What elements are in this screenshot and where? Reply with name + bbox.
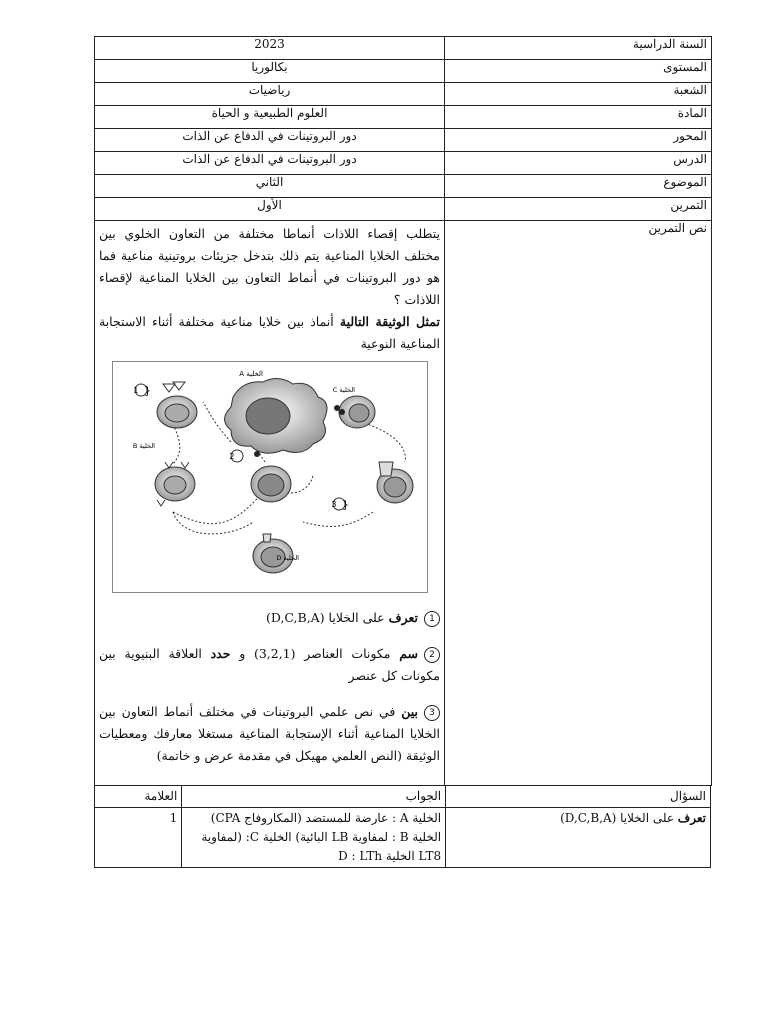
question-verb: بين bbox=[401, 704, 418, 719]
question-item bbox=[99, 643, 440, 687]
receptor-icon bbox=[263, 534, 271, 542]
axis-label: المحور bbox=[445, 129, 712, 152]
question-text: مكونات العناصر (3,2,1) و bbox=[230, 646, 400, 661]
question-item bbox=[99, 701, 440, 767]
col-mark-header: العلامة bbox=[95, 786, 182, 808]
antigen-dot bbox=[254, 451, 260, 457]
cell-b-top-nucleus bbox=[165, 404, 189, 422]
question-number: 1 bbox=[424, 611, 440, 627]
row-branch bbox=[95, 83, 712, 106]
antigen-dot bbox=[339, 409, 345, 415]
topic-value: الثاني bbox=[95, 175, 445, 198]
question-number: 3 bbox=[424, 705, 440, 721]
row-lesson bbox=[95, 152, 712, 175]
antigen-dot bbox=[334, 405, 340, 411]
row-exercise-text bbox=[95, 221, 712, 786]
exercise-intro: يتطلب إقصاء اللاذات أنماطا مختلفة من التعاون الخلوي بين مختلف الخلايا المناعية يتم ذلك بتدخل جزيئات بروتينية مناعية فما هو دور البروتينات في أنماط التعاون بين الخلايا المناعية لإقصاء اللاذات ؟ bbox=[99, 226, 440, 307]
receptor-icon bbox=[163, 382, 185, 392]
branch-value: رياضيات bbox=[95, 83, 445, 106]
question-number: 2 bbox=[424, 647, 440, 663]
answer-question bbox=[446, 808, 711, 868]
marker-1-label: 1 bbox=[132, 386, 138, 395]
col-answer-header: الجواب bbox=[182, 786, 446, 808]
cell-c-label: الخلية C bbox=[332, 386, 355, 394]
answer-header-row bbox=[95, 786, 711, 808]
right-cell-nucleus bbox=[384, 477, 406, 497]
row-level bbox=[95, 60, 712, 83]
year-label: السنة الدراسية bbox=[445, 37, 712, 60]
col-question-header: السؤال bbox=[446, 786, 711, 808]
cell-c-nucleus bbox=[349, 404, 369, 422]
lesson-label: الدرس bbox=[445, 152, 712, 175]
exam-sheet bbox=[94, 36, 711, 868]
plasma-cell-nucleus bbox=[164, 476, 186, 494]
brace-icon: { bbox=[341, 498, 349, 511]
cell-a-label: الخلية A bbox=[238, 370, 263, 378]
cell-d-label: الخلية D bbox=[275, 554, 299, 562]
row-year bbox=[95, 37, 712, 60]
answer-text: الخلية A : عارضة للمستضد (المكاروفاج CPA) الخلية B : لمفاوية LB البائية) الخلية C: (لمفاوية LT8 الخلية D : LTh bbox=[182, 808, 446, 868]
subject-value: العلوم الطبيعية و الحياة bbox=[95, 106, 445, 129]
branch-label: الشعبة bbox=[445, 83, 712, 106]
level-label: المستوى bbox=[445, 60, 712, 83]
question-verb: سم bbox=[399, 646, 418, 661]
lesson-value: دور البروتينات في الدفاع عن الذات bbox=[95, 152, 445, 175]
document-caption-rest: أنماذ بين خلايا مناعية مختلفة أثناء الاستجابة المناعية النوعية bbox=[99, 314, 440, 351]
arrow-b-d bbox=[173, 512, 253, 534]
question-verb-2: حدد bbox=[210, 646, 231, 661]
question-verb: تعرف bbox=[388, 610, 418, 625]
row-topic bbox=[95, 175, 712, 198]
question-item bbox=[99, 607, 440, 629]
row-exercise bbox=[95, 198, 712, 221]
answer-question-verb: تعرف bbox=[677, 811, 706, 825]
immune-cells-figure bbox=[112, 361, 428, 593]
document-caption-bold: تمثل الوثيقة التالية bbox=[339, 314, 440, 329]
center-cell-nucleus bbox=[258, 474, 284, 496]
cell-b-label: الخلية B bbox=[132, 442, 155, 450]
question-text: في نص علمي البروتينات في مختلف أنماط التعاون بين الخلايا المناعية أثناء الإستجابة المناعية مستغلا معارفك ومعطيات الوثيقة (النص العلمي مهيكل في مقدمة عرض و خاتمة) bbox=[99, 704, 440, 763]
question-text: على الخلايا (D,C,B,A) bbox=[265, 610, 389, 625]
exercise-value: الأول bbox=[95, 198, 445, 221]
answer-row bbox=[95, 808, 711, 868]
row-subject bbox=[95, 106, 712, 129]
cell-a-nucleus bbox=[246, 398, 290, 434]
axis-value: دور البروتينات في الدفاع عن الذات bbox=[95, 129, 445, 152]
exercise-label: التمرين bbox=[445, 198, 712, 221]
metadata-table bbox=[94, 36, 712, 786]
exercise-text-cell bbox=[95, 221, 445, 786]
answer-table bbox=[94, 785, 711, 868]
document-caption bbox=[99, 311, 440, 355]
question-list bbox=[99, 607, 440, 767]
arrow-b-down bbox=[173, 424, 180, 464]
marker-3-label: 3 bbox=[330, 500, 336, 509]
receptor-icon bbox=[379, 462, 393, 476]
exercise-text-label: نص التمرين bbox=[445, 221, 712, 786]
answer-mark: 1 bbox=[95, 808, 182, 868]
level-value: بكالوريا bbox=[95, 60, 445, 83]
arrow-c-right bbox=[361, 422, 405, 462]
answer-question-text: على الخلايا (D,C,B,A) bbox=[560, 811, 678, 825]
topic-label: الموضوع bbox=[445, 175, 712, 198]
year-value: 2023 bbox=[95, 37, 445, 60]
antibody-icon bbox=[157, 500, 165, 506]
exercise-text bbox=[95, 221, 444, 785]
marker-2-label: 2 bbox=[228, 452, 234, 461]
question-text-2: العلاقة البنيوية بين مكونات كل عنصر bbox=[99, 646, 440, 683]
arrow-right-d bbox=[303, 512, 373, 526]
subject-label: المادة bbox=[445, 106, 712, 129]
brace-icon: { bbox=[143, 384, 151, 397]
row-axis bbox=[95, 129, 712, 152]
